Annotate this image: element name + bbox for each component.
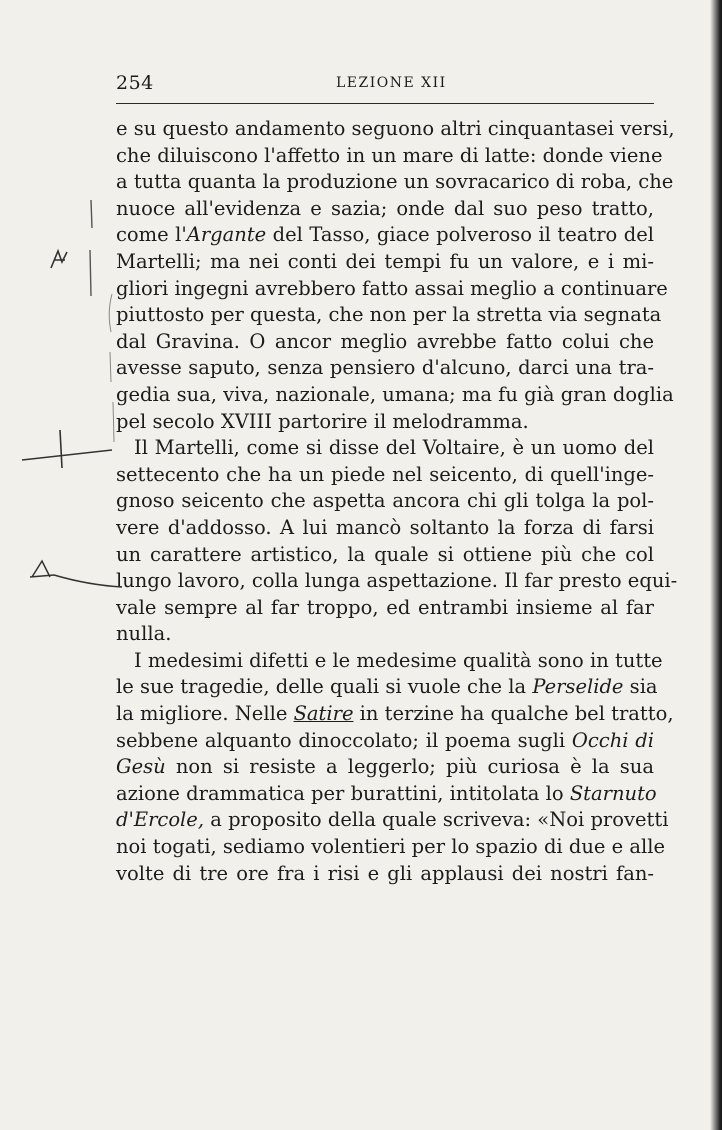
running-head: LEZIONE XII	[336, 75, 447, 91]
text-run: a tutta quanta la produzione un sovracarico di roba, che	[116, 170, 674, 194]
text-run: sebbene alquanto dinoccolato; il poema sugli	[116, 728, 572, 752]
text-run: Martelli; ma nei conti dei tempi fu un valore, e i mi-	[116, 249, 654, 273]
margin-pencil-arrow	[20, 420, 116, 470]
italic-title: Perselide	[532, 675, 624, 699]
body-text	[116, 116, 678, 887]
italic-title: Argante	[186, 223, 267, 247]
text-line	[116, 249, 654, 276]
text-line	[116, 143, 663, 170]
text-line	[116, 382, 674, 409]
page-number: 254	[116, 72, 154, 94]
text-run: vale sempre al far troppo, ed entrambi insieme al far	[116, 595, 654, 619]
text-line	[116, 276, 668, 303]
text-run: le sue tragedie, delle quali si vuole che la	[116, 675, 533, 699]
italic-title: Gesù	[116, 755, 166, 779]
text-line	[116, 515, 654, 542]
text-line	[116, 355, 654, 382]
text-run: azione drammatica per burattini, intitolata lo	[116, 781, 570, 805]
header-rule	[116, 103, 654, 104]
page-edge-shadow	[710, 0, 722, 1130]
italic-title: Occhi di	[571, 728, 654, 752]
text-line	[116, 648, 663, 675]
text-run: settecento che ha un piede nel seicento, di quell'inge-	[116, 462, 654, 486]
text-line	[116, 542, 654, 569]
text-line	[116, 488, 654, 515]
text-line	[116, 196, 654, 223]
text-line	[116, 674, 658, 701]
text-line	[116, 116, 675, 143]
text-line	[116, 754, 654, 781]
text-run: volte di tre ore fra i risi e gli applausi dei nostri fan-	[116, 861, 654, 885]
text-run: sia	[623, 675, 658, 699]
text-line	[116, 621, 654, 648]
text-line	[116, 728, 654, 755]
text-run: nuoce all'evidenza e sazia; onde dal suo peso tratto,	[116, 196, 654, 220]
text-run: I medesimi difetti e le medesime qualità sono in tutte	[134, 648, 663, 672]
text-line	[116, 701, 674, 728]
text-run: dal Gravina. O ancor meglio avrebbe fatto colui che	[116, 329, 654, 353]
text-run: Il Martelli, come si disse del Voltaire, è un uomo del	[134, 436, 654, 460]
text-line	[116, 595, 654, 622]
margin-pencil-sign	[28, 555, 124, 595]
text-run: avesse saputo, senza pensiero d'alcuno, darci una tra-	[116, 356, 654, 380]
page-header	[116, 70, 656, 96]
text-run: piuttosto per questa, che non per la stretta via segnata	[116, 303, 662, 327]
text-line	[116, 222, 654, 249]
text-line	[116, 861, 654, 888]
text-run: gnoso seicento che aspetta ancora chi gli tolga la pol-	[116, 489, 654, 513]
margin-pencil-mark	[48, 248, 70, 272]
text-line	[116, 329, 654, 356]
text-run: la migliore. Nelle	[116, 702, 294, 726]
text-run: pel secolo XVIII partorire il melodramma.	[116, 409, 529, 433]
text-run: del Tasso, giace polveroso il teatro del	[266, 223, 654, 247]
text-line	[116, 781, 657, 808]
text-run: in terzine ha qualche bel tratto,	[353, 702, 674, 726]
italic-title: d'Ercole,	[116, 808, 205, 832]
italic-title: Starnuto	[569, 781, 657, 805]
text-line	[116, 409, 654, 436]
text-run: nulla.	[116, 622, 172, 646]
text-run: lungo lavoro, colla lunga aspettazione. Il far presto equi-	[116, 569, 678, 593]
text-run: non si resiste a leggerlo; più curiosa è la sua	[165, 755, 654, 779]
text-line	[116, 834, 666, 861]
text-run: a proposito della quale scriveva: «Noi provetti	[204, 808, 669, 832]
text-line	[116, 435, 654, 462]
text-run: come l'	[116, 223, 187, 247]
text-line	[116, 568, 678, 595]
italic-title: Satire	[293, 702, 354, 726]
margin-pencil-stroke	[86, 198, 96, 298]
text-run: vere d'addosso. A lui mancò soltanto la forza di farsi	[116, 515, 654, 539]
text-line	[116, 807, 669, 834]
text-run: noi togati, sediamo volentieri per lo spazio di due e alle	[116, 835, 666, 859]
text-run: gedia sua, viva, nazionale, umana; ma fu già gran doglia	[116, 382, 674, 406]
text-line	[116, 462, 654, 489]
text-line	[116, 169, 674, 196]
text-run: gliori ingegni avrebbero fatto assai meglio a continuare	[116, 276, 668, 300]
text-run: un carattere artistico, la quale si ottiene più che col	[116, 542, 654, 566]
text-run: e su questo andamento seguono altri cinquantasei versi,	[116, 117, 675, 140]
text-line	[116, 302, 662, 329]
text-run: che diluiscono l'affetto in un mare di latte: donde viene	[116, 143, 663, 167]
